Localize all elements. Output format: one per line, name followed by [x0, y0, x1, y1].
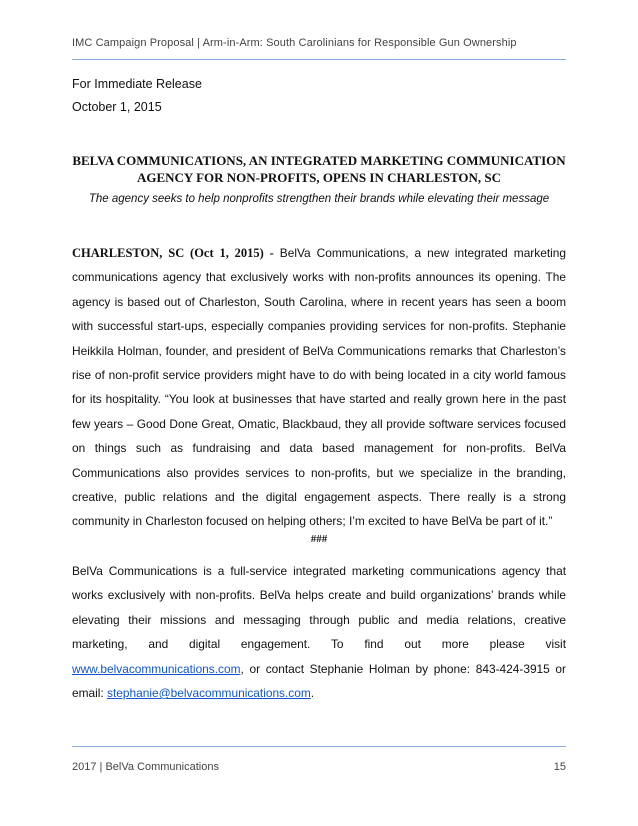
boilerplate-text-2: , or contact Stephanie Holman by phone: 843-424-3915 or email: — [72, 661, 566, 701]
release-date: October 1, 2015 — [72, 100, 162, 114]
body-paragraph-1 — [72, 241, 566, 534]
header-divider — [72, 59, 566, 60]
press-release-subheadline: The agency seeks to help nonprofits strengthen their brands while elevating their message — [88, 193, 550, 205]
footer-divider — [72, 746, 566, 747]
release-label: For Immediate Release — [72, 77, 202, 91]
email-link[interactable]: stephanie@belvacommunications.com — [107, 686, 311, 701]
end-separator: ### — [310, 533, 328, 545]
press-release-headline: BELVA COMMUNICATIONS, AN INTEGRATED MARKETING COMMUNICATION AGENCY FOR NON-PROFITS, OPENS IN CHARLESTON, SC — [72, 153, 566, 185]
page-number: 15 — [553, 761, 566, 773]
footer-text: 2017 | BelVa Communications — [72, 761, 219, 773]
page-header: IMC Campaign Proposal | Arm-in-Arm: South Carolinians for Responsible Gun Ownership — [72, 37, 517, 49]
website-link[interactable]: www.belvacommunications.com — [72, 661, 241, 676]
dateline: CHARLESTON, SC (Oct 1, 2015) - — [72, 246, 274, 260]
boilerplate-text-1: BelVa Communications is a full-service integrated marketing communications agency that works exclusively with non-profits. BelVa helps create and build organizations’ brands while elevating their missions and messaging through public and media relations, creative marketing, and digital engagement. To find out more please visit — [72, 564, 566, 652]
paragraph-1-text: BelVa Communications, a new integrated marketing communications agency that exclusively works with non-profits announces its opening. The agency is based out of Charleston, South Carolina, where in recent years has seen a boom with successful start-ups, especially companies providing services for non-profits. Stephanie Heikkila Holman, founder, and president of BelVa Communications remarks that Charleston’s rise of non-profit service providers might have to do with being located in a city world famous for its hospitality. “You look at businesses that have started and really grown here in the past few years – Good Done Great, Omatic, Blackbaud, they all provide software services focused on things such as fundraising and data based management for non-profits. BelVa Communications also provides services to non-profits, but we specialize in the branding, creative, public relations and the digital engagement aspects. There really is a strong community in Charleston focused on helping others; I’m excited to have BelVa be part of it.” — [72, 246, 567, 529]
boilerplate-paragraph — [72, 559, 566, 705]
boilerplate-end: . — [310, 686, 315, 701]
